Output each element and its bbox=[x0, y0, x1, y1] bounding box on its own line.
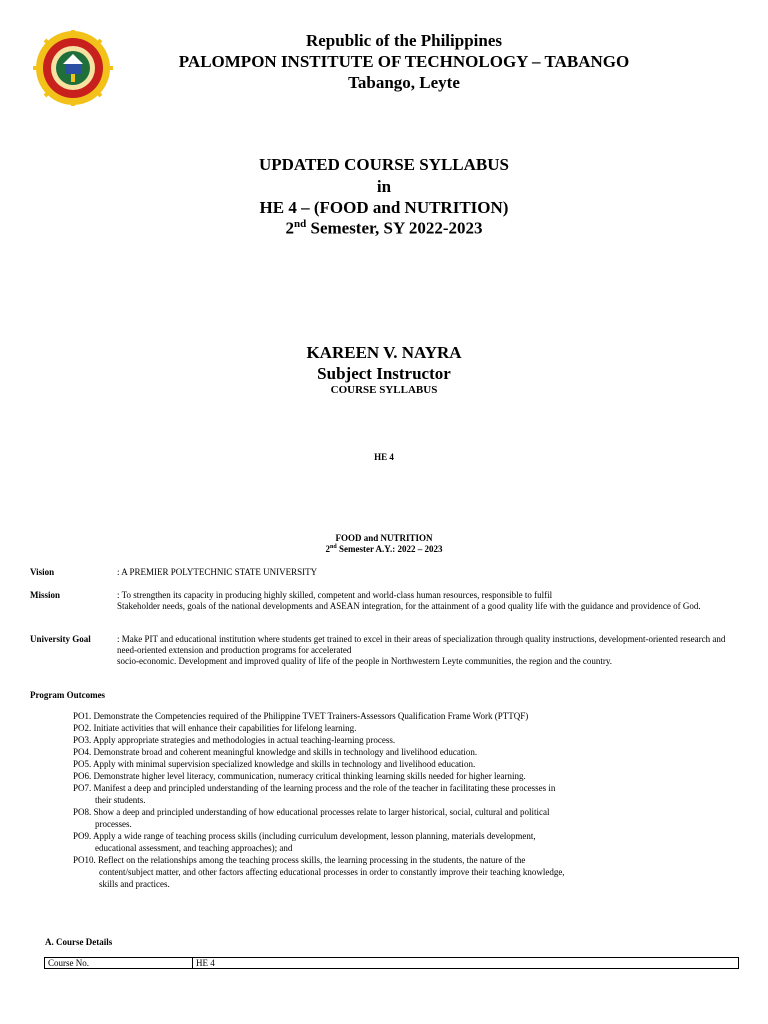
course-details-table bbox=[44, 957, 739, 969]
mission-line-1: : To strengthen its capacity in producing highly skilled, competent and world-class human resources, responsible to fulfil bbox=[117, 590, 553, 600]
program-outcomes-list bbox=[73, 710, 633, 890]
list-item: PO7. Manifest a deep and principled understanding of the learning process and the role of the teacher in facilitating these processes in their students. bbox=[73, 783, 556, 805]
mission-text bbox=[117, 590, 742, 612]
header-republic: Republic of the Philippines bbox=[305, 31, 502, 50]
title-course: HE 4 – (FOOD and NUTRITION) bbox=[259, 198, 509, 217]
list-item: PO9. Apply a wide range of teaching process skills (including curriculum development, lesson planning, materials development, educational assessment, and teaching approaches); and bbox=[73, 831, 536, 853]
vision-text: : A PREMIER POLYTECHNIC STATE UNIVERSITY bbox=[117, 567, 318, 577]
mission-line-2: Stakeholder needs, goals of the national developments and ASEAN integration, for the attainment of a good quality life with the guidance and providence of God. bbox=[117, 601, 701, 611]
course-details-title: A. Course Details bbox=[45, 937, 113, 947]
goal-line-2: socio-economic. Development and improved quality of life of the people in Northwestern Leyte communities, the region and the country. bbox=[117, 656, 613, 666]
goal-label: University Goal bbox=[30, 634, 91, 644]
program-outcomes-title: Program Outcomes bbox=[30, 690, 106, 700]
list-item: PO2. Initiate activities that will enhance their capabilities for lifelong learning. bbox=[73, 723, 357, 733]
list-item: PO3. Apply appropriate strategies and methodologies in actual teaching-learning process. bbox=[73, 735, 396, 745]
mission-label: Mission bbox=[30, 590, 61, 600]
title-updated-syllabus: UPDATED COURSE SYLLABUS bbox=[258, 155, 509, 174]
header-location: Tabango, Leyte bbox=[348, 73, 460, 92]
subject-semester: 2nd Semester A.Y.: 2022 – 2023 bbox=[325, 544, 443, 554]
table-cell-label: Course No. bbox=[45, 958, 193, 969]
subject-name: FOOD and NUTRITION bbox=[335, 533, 433, 543]
list-item: PO10. Reflect on the relationships among the teaching process skills, the learning processing in the students, the nature of the content/subject matter, and other factors affecting educational processes in order to constantly improve their teaching knowledge, skills and practices. bbox=[73, 855, 565, 889]
list-item: PO4. Demonstrate broad and coherent meaningful knowledge and skills in technology and livelihood education. bbox=[73, 747, 478, 757]
title-in: in bbox=[376, 177, 392, 196]
title-semester: 2nd Semester, SY 2022-2023 bbox=[285, 218, 483, 238]
goal-line-1: : Make PIT and educational institution where students get trained to excel in their areas of specialization through quality instructions, development-oriented research and need-oriented extension and production programs for accelerated bbox=[117, 634, 726, 655]
header-institute-name: PALOMPON INSTITUTE OF TECHNOLOGY – TABANGO bbox=[178, 52, 630, 71]
course-code: HE 4 bbox=[374, 452, 394, 462]
doc-type-label: COURSE SYLLABUS bbox=[330, 384, 438, 396]
table-cell-value: HE 4 bbox=[193, 958, 739, 969]
list-item: PO6. Demonstrate higher level literacy, communication, numeracy critical thinking learning skills needed for higher learning. bbox=[73, 771, 526, 781]
goal-text bbox=[117, 634, 742, 667]
list-item: PO8. Show a deep and principled understanding of how educational processes relate to larger historical, social, cultural and political processes. bbox=[73, 807, 550, 829]
instructor-role: Subject Instructor bbox=[317, 364, 451, 383]
list-item: PO5. Apply with minimal supervision specialized knowledge and skills in technology and livelihood education. bbox=[73, 759, 476, 769]
table-row bbox=[45, 958, 739, 969]
instructor-name: KAREEN V. NAYRA bbox=[306, 343, 462, 362]
list-item: PO1. Demonstrate the Competencies required of the Philippine TVET Trainers-Assessors Qualification Frame Work (PTTQF) bbox=[73, 711, 529, 721]
vision-label: Vision bbox=[30, 567, 55, 577]
